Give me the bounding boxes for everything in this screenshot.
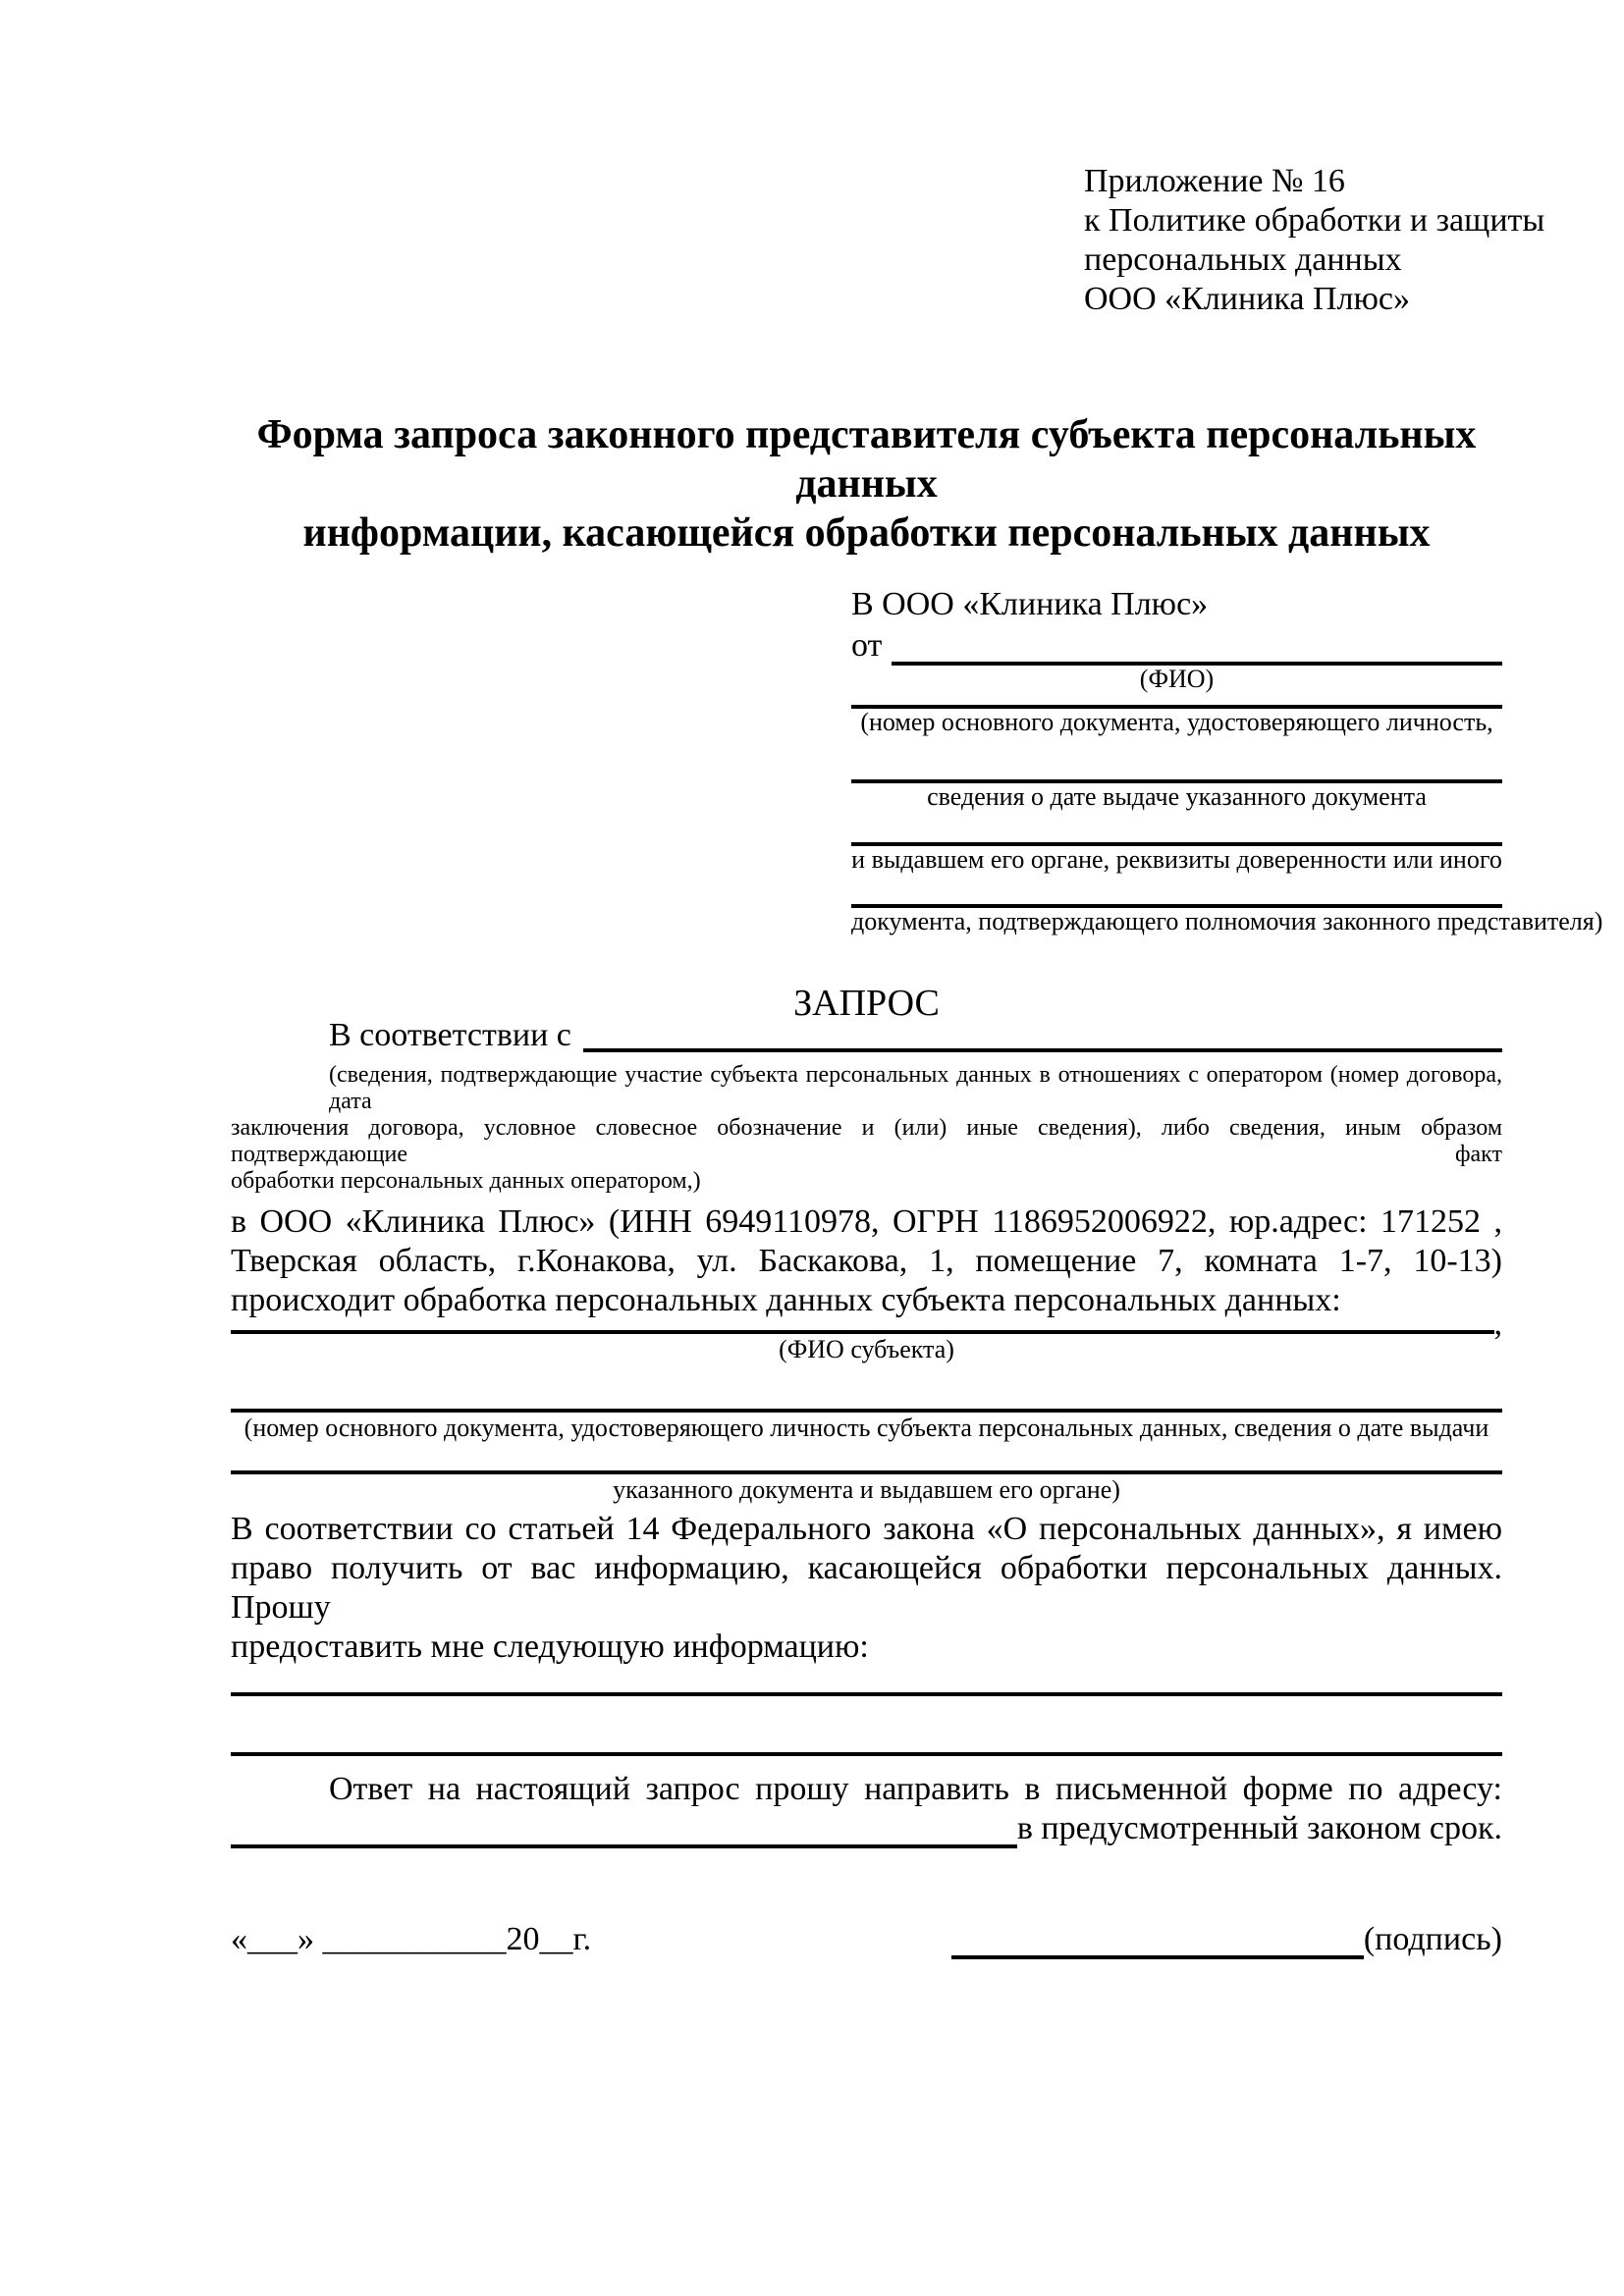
fine-print-line: (сведения, подтверждающие участие субъекта персональных данных в отношениях с оператором (номер договора, дата [329,1062,1502,1114]
paragraph-line: право получить от вас информацию, касающейся обработки персональных данных. Прошу [231,1550,1502,1626]
law-paragraph [231,1510,1502,1667]
signature-field [951,1920,1502,1959]
appendix-block [1084,162,1545,319]
appendix-line: Приложение № 16 [1084,163,1345,199]
appendix-line: ООО «Клиника Плюс» [1084,281,1410,317]
subject-doc-caption: (номер основного документа, удостоверяющего личность субъекта персональных данных, сведения о дате выдачи [244,1414,1489,1442]
address-blank-line [231,1844,1017,1848]
blank-field-line [851,693,1502,709]
subject-doc-blank-line [231,1442,1502,1474]
blank-field-line [851,736,1502,783]
page-content [231,0,1603,1959]
signature-blank-line [951,1955,1364,1959]
accordance-label: В соответствии с [329,1017,571,1053]
operator-paragraph [231,1202,1502,1320]
fine-print-line: заключения договора, условное словесное обозначение и (или) иные сведения), либо сведения, иным образом подтверждающие факт [231,1115,1502,1167]
from-label: от [851,627,883,664]
subject-fio-caption: (ФИО субъекта) [779,1335,954,1363]
fine-print-line: обработки персональных данных оператором,) [231,1168,701,1194]
page-title [231,410,1502,558]
date-field: «___» ___________20__г. [231,1921,592,1957]
subject-doc-caption: указанного документа и выдавшем его органе) [613,1475,1120,1504]
request-heading: ЗАПРОС [793,983,940,1024]
accordance-blank-line [583,1048,1502,1052]
from-field [851,626,1502,666]
paragraph-line: предоставить мне следующую информацию: [231,1629,869,1665]
subject-fio-field [231,1306,1502,1342]
subject-doc-blank-line [231,1363,1502,1413]
paragraph-line: В соответствии со статьей 14 Федерального закона «О персональных данных», я имею [231,1511,1502,1547]
info-blank-line [231,1696,1502,1756]
blank-field-line [851,811,1502,846]
page-title-line: Форма запроса законного представителя субъекта персональных данных [256,412,1477,507]
field-caption: (номер основного документа, удостоверяющего личность, [860,708,1493,736]
signature-caption: (подпись) [1363,1921,1502,1957]
paragraph-line: Тверская область, г.Конакова, ул. Баскакова, 1, помещение 7, комната 1-7, 10-13) [231,1243,1502,1279]
accordance-field [231,1017,1502,1053]
page-title-line: информации, касающейся обработки персональных данных [302,510,1431,556]
fine-print [231,1062,1502,1195]
fio-caption: (ФИО) [1139,665,1215,693]
subject-fio-blank-line [231,1330,1494,1334]
field-caption: документа, подтверждающего полномочия законного представителя) [851,907,1603,935]
footer-row [231,1918,1502,1959]
addressee-organization: В ООО «Клиника Плюс» [851,586,1209,622]
appendix-line: персональных данных [1084,241,1402,278]
reply-sentence: Ответ на настоящий запрос прошу направить в письменной форме по адресу: [329,1771,1502,1807]
paragraph-line: в ООО «Клиника Плюс» (ИНН 6949110978, ОГРН 1186952006922, юр.адрес: 171252 , [231,1203,1502,1240]
info-blank-line [231,1667,1502,1696]
blank-field-line [851,874,1502,908]
field-caption: сведения о дате выдаче указанного документа [927,782,1427,811]
field-caption: и выдавшем его органе, реквизиты доверенности или иного [851,845,1502,874]
appendix-line: к Политике обработки и защиты [1084,202,1545,239]
reply-address-field [231,1809,1502,1848]
reply-tail-text: в предусмотренный законом срок. [1016,1810,1502,1846]
paragraph-line: происходит обработка персональных данных субъекта персональных данных: [231,1282,1341,1318]
addressee-block [851,583,1603,935]
trailing-comma: , [1493,1306,1502,1342]
